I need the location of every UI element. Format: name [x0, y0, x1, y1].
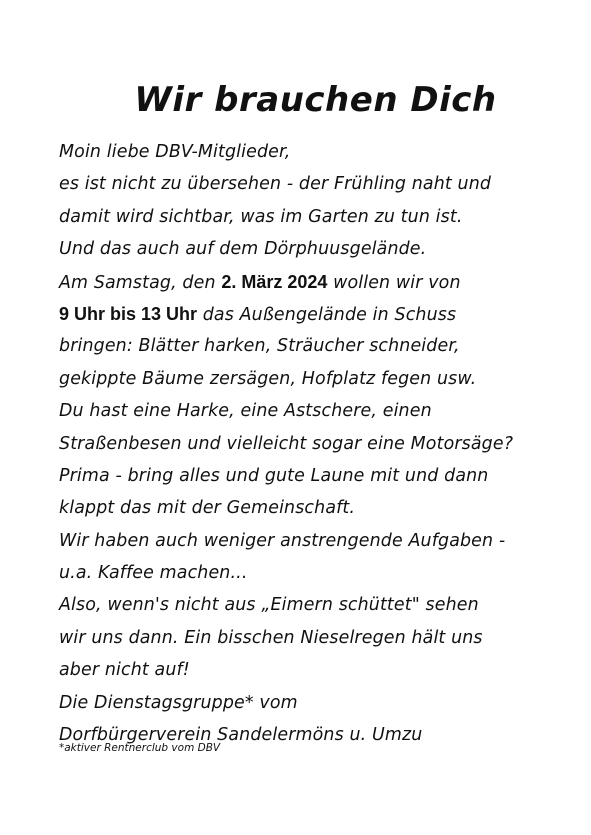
text-line: Straßenbesen und vielleicht sogar eine Motorsäge?: [59, 433, 514, 454]
date-line-prefix: Am Samstag, den: [59, 272, 222, 293]
time-line: [59, 298, 559, 330]
event-time: 9 Uhr bis 13 Uhr: [59, 303, 198, 324]
text-line: klappt das mit der Gemeinschaft.: [59, 498, 356, 519]
event-date: 2. März 2024: [221, 271, 328, 292]
text-line: bringen: Blätter harken, Sträucher schneider,: [59, 336, 460, 357]
text-line: damit wird sichtbar, was im Garten zu tun ist.: [59, 206, 463, 227]
greeting-line: Moin liebe DBV-Mitglieder,: [59, 142, 291, 162]
signature-line: Die Dienstagsgruppe* vom: [59, 692, 298, 713]
date-line: [59, 266, 559, 298]
time-line-suffix: das Außengelände in Schuss: [197, 304, 457, 325]
text-line: wir uns dann. Ein bisschen Nieselregen hält uns: [59, 627, 483, 648]
text-line: es ist nicht zu übersehen - der Frühling naht und: [59, 174, 492, 195]
text-line: Prima - bring alles und gute Laune mit und dann: [59, 465, 489, 486]
text-line: gekippte Bäume zersägen, Hofplatz fegen usw.: [59, 368, 477, 389]
flyer-title: Wir brauchen Dich: [134, 80, 497, 120]
text-line: Also, wenn's nicht aus „Eimern schüttet" sehen: [59, 595, 479, 616]
text-line: Du hast eine Harke, eine Astschere, einen: [59, 401, 432, 422]
footnote: *aktiver Rentnerclub vom DBV: [59, 742, 221, 754]
flyer-body: [59, 136, 559, 751]
text-line: aber nicht auf!: [59, 660, 190, 681]
text-line: Und das auch auf dem Dörphuusgelände.: [59, 239, 427, 260]
signature-line: Dorfbürgerverein Sandelermöns u. Umzu: [59, 725, 423, 746]
text-line: u.a. Kaffee machen...: [59, 563, 248, 584]
date-line-suffix: wollen wir von: [327, 272, 461, 293]
text-line: Wir haben auch weniger anstrengende Aufgaben -: [59, 530, 506, 551]
